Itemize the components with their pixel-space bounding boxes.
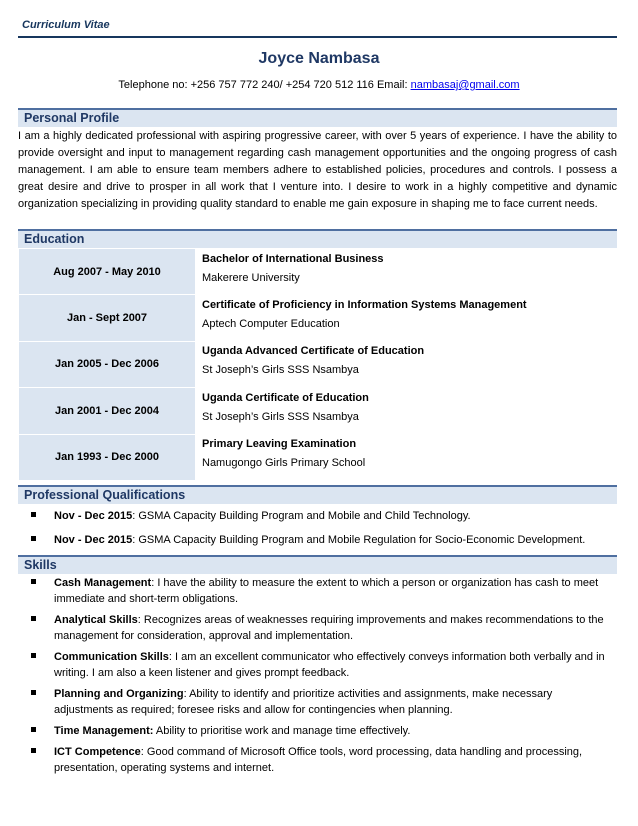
education-detail: [196, 388, 617, 434]
education-dates: Aug 2007 - May 2010: [19, 249, 196, 295]
profile-section-title: Personal Profile: [24, 111, 120, 125]
education-row: [19, 249, 617, 295]
education-detail: [196, 295, 617, 341]
education-school: Makerere University: [202, 271, 300, 284]
bullet-icon: [31, 653, 36, 658]
document-label: Curriculum Vitae: [22, 19, 110, 31]
skill-title: ICT Competence: [54, 746, 141, 758]
education-school: Aptech Computer Education: [202, 317, 340, 330]
profile-section-header: [18, 108, 617, 127]
candidate-name: Joyce Nambasa: [258, 50, 380, 67]
education-dates: Jan 2001 - Dec 2004: [19, 388, 196, 434]
skill-item: [30, 744, 608, 776]
skills-list: [30, 575, 608, 781]
skill-title: Time Management:: [54, 725, 154, 737]
skill-text: : I am an excellent communicator who effectively conveys information both verbally and in writing. I am also a keen listener and gives prompt feedback.: [54, 651, 605, 679]
skill-title: Communication Skills: [54, 651, 169, 663]
education-degree: Uganda Advanced Certificate of Education: [202, 345, 425, 358]
contact-phone: Telephone no: +256 757 772 240/ +254 720 512 116 Email:: [118, 79, 411, 91]
bullet-icon: [31, 616, 36, 621]
qualification-item: [30, 508, 608, 524]
qualification-item: [30, 532, 608, 548]
qualification-period: Nov - Dec 2015: [54, 510, 133, 522]
skill-title: Cash Management: [54, 577, 152, 589]
education-detail: [196, 341, 617, 387]
skill-text: : Recognizes areas of weaknesses requiring improvements and makes recommendations to the management for consideration, approval and implementation.: [54, 614, 604, 642]
education-degree: Primary Leaving Examination: [202, 438, 357, 451]
qualification-period: Nov - Dec 2015: [54, 534, 133, 546]
education-section-title: Education: [24, 232, 85, 246]
bullet-icon: [31, 512, 36, 517]
education-detail: [196, 434, 617, 480]
skill-title: Planning and Organizing: [54, 688, 184, 700]
qualifications-list: [30, 508, 608, 556]
education-school: St Joseph’s Girls SSS Nsambya: [202, 364, 359, 377]
bullet-icon: [31, 536, 36, 541]
skill-text: : Good command of Microsoft Office tools, word processing, data handling and processing, presentation, operating systems and internet.: [54, 746, 583, 774]
skill-text: Ability to prioritise work and manage time effectively.: [153, 725, 411, 737]
education-degree: Bachelor of International Business: [202, 252, 384, 265]
education-school: Namugongo Girls Primary School: [202, 457, 366, 470]
education-row: [19, 434, 617, 480]
skill-item: [30, 686, 608, 718]
education-row: [19, 388, 617, 434]
education-detail: [196, 249, 617, 295]
education-row: [19, 341, 617, 387]
education-degree: Uganda Certificate of Education: [202, 391, 369, 404]
education-dates: Jan - Sept 2007: [19, 295, 196, 341]
bullet-icon: [31, 690, 36, 695]
qualification-text: : GSMA Capacity Building Program and Mobile Regulation for Socio-Economic Development.: [132, 534, 586, 546]
bullet-icon: [31, 579, 36, 584]
skill-item: [30, 612, 608, 644]
education-dates: Jan 1993 - Dec 2000: [19, 434, 196, 480]
skill-text: : Ability to identify and prioritize activities and assignments, make necessary adjustments as required; foresee risks and allow for contingencies when planning.: [54, 688, 553, 716]
education-table: [18, 248, 617, 481]
bullet-icon: [31, 727, 36, 732]
bullet-icon: [31, 748, 36, 753]
profile-paragraph: I am a highly dedicated professional with aspiring progressive career, with over 5 years of experience. I have the ability to provide oversight and input to management regarding cash management opportunities and the ongoing progress of cash management. I am able to ensure team members adhere to established policies, procedures and controls. I possess a great desire and drive to prosper in all work that I venture into. I desire to work in a highly competitive and dynamic organization specializing in providing quality standard to enable me gain exposure in shaping me to face current needs.: [18, 130, 617, 210]
email-link[interactable]: nambasaj@gmail.com: [410, 79, 520, 91]
contact-line: [0, 79, 638, 91]
qualifications-section-title: Professional Qualifications: [24, 488, 186, 502]
qualification-text: : GSMA Capacity Building Program and Mobile and Child Technology.: [132, 510, 471, 522]
skills-section-header: [18, 555, 617, 574]
skill-item: [30, 723, 608, 739]
education-degree: Certificate of Proficiency in Information Systems Management: [202, 298, 527, 311]
education-row: [19, 295, 617, 341]
education-section-header: [18, 229, 617, 248]
skill-title: Analytical Skills: [54, 614, 138, 626]
skills-section-title: Skills: [24, 558, 57, 572]
skill-text: : I have the ability to measure the extent to which a person or organization has cash to meet immediate and short-term obligations.: [54, 577, 599, 605]
skill-item: [30, 575, 608, 607]
education-school: St Joseph’s Girls SSS Nsambya: [202, 410, 359, 423]
skill-item: [30, 649, 608, 681]
education-dates: Jan 2005 - Dec 2006: [19, 341, 196, 387]
qualifications-section-header: [18, 485, 617, 504]
header-rule: [18, 36, 617, 38]
